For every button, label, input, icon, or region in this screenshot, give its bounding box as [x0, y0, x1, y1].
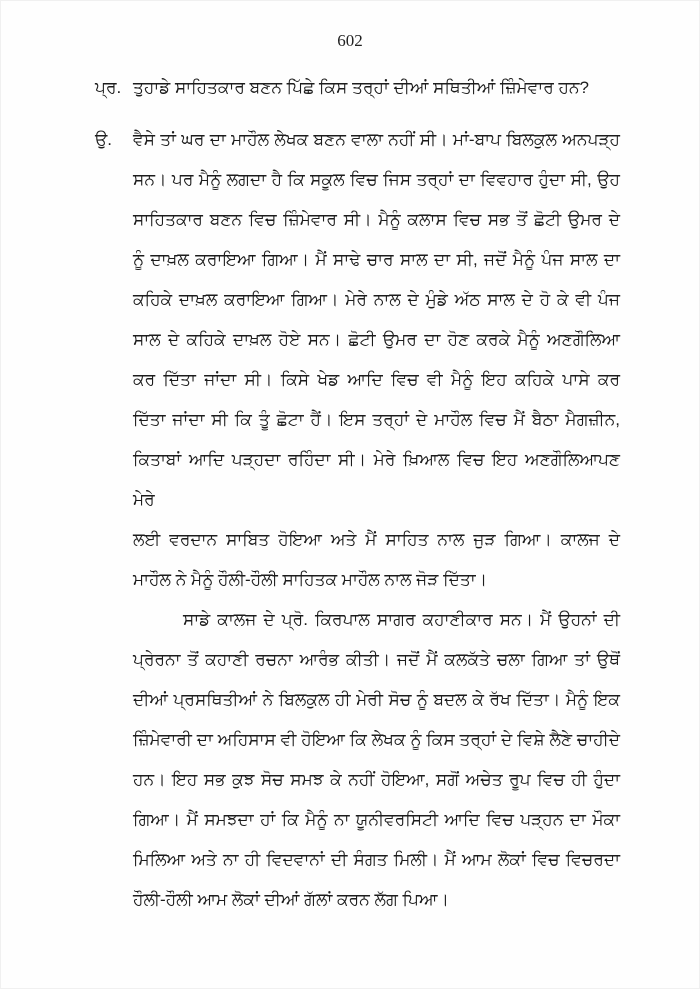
answer-line: ਮਿਲਿਆ ਅਤੇ ਨਾ ਹੀ ਵਿਦਵਾਨਾਂ ਦੀ ਸੰਗਤ ਮਿਲੀ। ਮੈਂ ਆਮ ਲੋਕਾਂ ਵਿਚ ਵਿਚਰਦਾ: [133, 850, 620, 869]
answer-line: ਮਾਹੌਲ ਨੇ ਮੈਨੂੰ ਹੌਲੀ-ਹੌਲੀ ਸਾਹਿਤਕ ਮਾਹੌਲ ਨਾਲ ਜੋੜ ਦਿੱਤਾ।: [133, 570, 488, 589]
answer-block: [95, 120, 620, 920]
answer-line: ਹੌਲੀ-ਹੌਲੀ ਆਮ ਲੋਕਾਂ ਦੀਆਂ ਗੱਲਾਂ ਕਰਨ ਲੱਗ ਪਿਆ।: [133, 890, 449, 909]
answer-line: ਸਾਹਿਤਕਾਰ ਬਣਨ ਵਿਚ ਜ਼ਿੰਮੇਵਾਰ ਸੀ। ਮੈਨੂੰ ਕਲਾਸ ਵਿਚ ਸਭ ਤੋਂ ਛੋਟੀ ਉਮਰ ਦੇ: [133, 210, 620, 229]
question-label: ਪ੍ਰ.: [95, 78, 122, 97]
answer-line: ਨੂੰ ਦਾਖ਼ਲ ਕਰਾਇਆ ਗਿਆ। ਮੈਂ ਸਾਢੇ ਚਾਰ ਸਾਲ ਦਾ ਸੀ, ਜਦੋਂ ਮੈਨੂੰ ਪੰਜ ਸਾਲ ਦਾ: [133, 250, 620, 269]
page-content: [95, 68, 620, 920]
answer-line: ਦਿੱਤਾ ਜਾਂਦਾ ਸੀ ਕਿ ਤੂੰ ਛੋਟਾ ਹੈਂ। ਇਸ ਤਰ੍ਹਾਂ ਦੇ ਮਾਹੌਲ ਵਿਚ ਮੈਂ ਬੈਠਾ ਮੈਗਜ਼ੀਨ,: [133, 410, 620, 429]
answer-line: ਕਹਿਕੇ ਦਾਖ਼ਲ ਕਰਾਇਆ ਗਿਆ। ਮੇਰੇ ਨਾਲ ਦੇ ਮੁੰਡੇ ਅੱਠ ਸਾਲ ਦੇ ਹੋ ਕੇ ਵੀ ਪੰਜ: [133, 290, 620, 309]
answer-line: ਹਨ। ਇਹ ਸਭ ਕੁਝ ਸੋਚ ਸਮਝ ਕੇ ਨਹੀਂ ਹੋਇਆ, ਸਗੋਂ ਅਚੇਤ ਰੂਪ ਵਿਚ ਹੀ ਹੁੰਦਾ: [133, 770, 620, 789]
answer-line: ਲਈ ਵਰਦਾਨ ਸਾਬਿਤ ਹੋਇਆ ਅਤੇ ਮੈਂ ਸਾਹਿਤ ਨਾਲ ਜੁੜ ਗਿਆ। ਕਾਲਜ ਦੇ: [133, 530, 620, 549]
answer-line: ਪ੍ਰੇਰਨਾ ਤੋਂ ਕਹਾਣੀ ਰਚਨਾ ਆਰੰਭ ਕੀਤੀ। ਜਦੋਂ ਮੈਂ ਕਲਕੱਤੇ ਚਲਾ ਗਿਆ ਤਾਂ ਉਥੋਂ: [133, 650, 620, 669]
question-block: [95, 68, 620, 108]
answer-label: ਉ.: [95, 130, 113, 149]
answer-line: ਗਿਆ। ਮੈਂ ਸਮਝਦਾ ਹਾਂ ਕਿ ਮੈਨੂੰ ਨਾ ਯੂਨੀਵਰਸਿਟੀ ਆਦਿ ਵਿਚ ਪੜ੍ਹਨ ਦਾ ਮੌਕਾ: [133, 810, 620, 829]
answer-line: ਕਿਤਾਬਾਂ ਆਦਿ ਪੜ੍ਹਦਾ ਰਹਿੰਦਾ ਸੀ। ਮੇਰੇ ਖ਼ਿਆਲ ਵਿਚ ਇਹ ਅਣਗੌਲਿਆਪਣ ਮੇਰੇ: [133, 450, 620, 509]
answer-text: [133, 120, 620, 920]
answer-line-paragraph-start: ਸਾਡੇ ਕਾਲਜ ਦੇ ਪ੍ਰੋ. ਕਿਰਪਾਲ ਸਾਗਰ ਕਹਾਣੀਕਾਰ ਸਨ। ਮੈਂ ਉਹਨਾਂ ਦੀ: [183, 610, 620, 629]
answer-line: ਜ਼ਿੰਮੇਵਾਰੀ ਦਾ ਅਹਿਸਾਸ ਵੀ ਹੋਇਆ ਕਿ ਲੇਖਕ ਨੂੰ ਕਿਸ ਤਰ੍ਹਾਂ ਦੇ ਵਿਸ਼ੇ ਲੈਣੇ ਚਾਹੀਦੇ: [133, 730, 620, 749]
answer-line: ਕਰ ਦਿੱਤਾ ਜਾਂਦਾ ਸੀ। ਕਿਸੇ ਖੇਡ ਆਦਿ ਵਿਚ ਵੀ ਮੈਨੂੰ ਇਹ ਕਹਿਕੇ ਪਾਸੇ ਕਰ: [133, 370, 620, 389]
question-text: ਤੁਹਾਡੇ ਸਾਹਿਤਕਾਰ ਬਣਨ ਪਿੱਛੇ ਕਿਸ ਤਰ੍ਹਾਂ ਦੀਆਂ ਸਥਿਤੀਆਂ ਜ਼ਿੰਮੇਵਾਰ ਹਨ?: [133, 78, 590, 97]
page-number: 602: [337, 31, 363, 50]
answer-line: ਦੀਆਂ ਪ੍ਰਸਥਿਤੀਆਂ ਨੇ ਬਿਲਕੁਲ ਹੀ ਮੇਰੀ ਸੋਚ ਨੂੰ ਬਦਲ ਕੇ ਰੱਖ ਦਿੱਤਾ। ਮੈਨੂੰ ਇਕ: [133, 690, 620, 709]
answer-line: ਸਾਲ ਦੇ ਕਹਿਕੇ ਦਾਖ਼ਲ ਹੋਏ ਸਨ। ਛੋਟੀ ਉਮਰ ਦਾ ਹੋਣ ਕਰਕੇ ਮੈਨੂੰ ਅਣਗੌਲਿਆ: [133, 330, 620, 349]
answer-line: ਵੈਸੇ ਤਾਂ ਘਰ ਦਾ ਮਾਹੌਲ ਲੇਖਕ ਬਣਨ ਵਾਲਾ ਨਹੀਂ ਸੀ। ਮਾਂ-ਬਾਪ ਬਿਲਕੁਲ ਅਨਪੜ੍ਹ: [133, 130, 620, 149]
answer-line: ਸਨ। ਪਰ ਮੈਨੂੰ ਲਗਦਾ ਹੈ ਕਿ ਸਕੂਲ ਵਿਚ ਜਿਸ ਤਰ੍ਹਾਂ ਦਾ ਵਿਵਹਾਰ ਹੁੰਦਾ ਸੀ, ਉਹ: [133, 170, 620, 189]
